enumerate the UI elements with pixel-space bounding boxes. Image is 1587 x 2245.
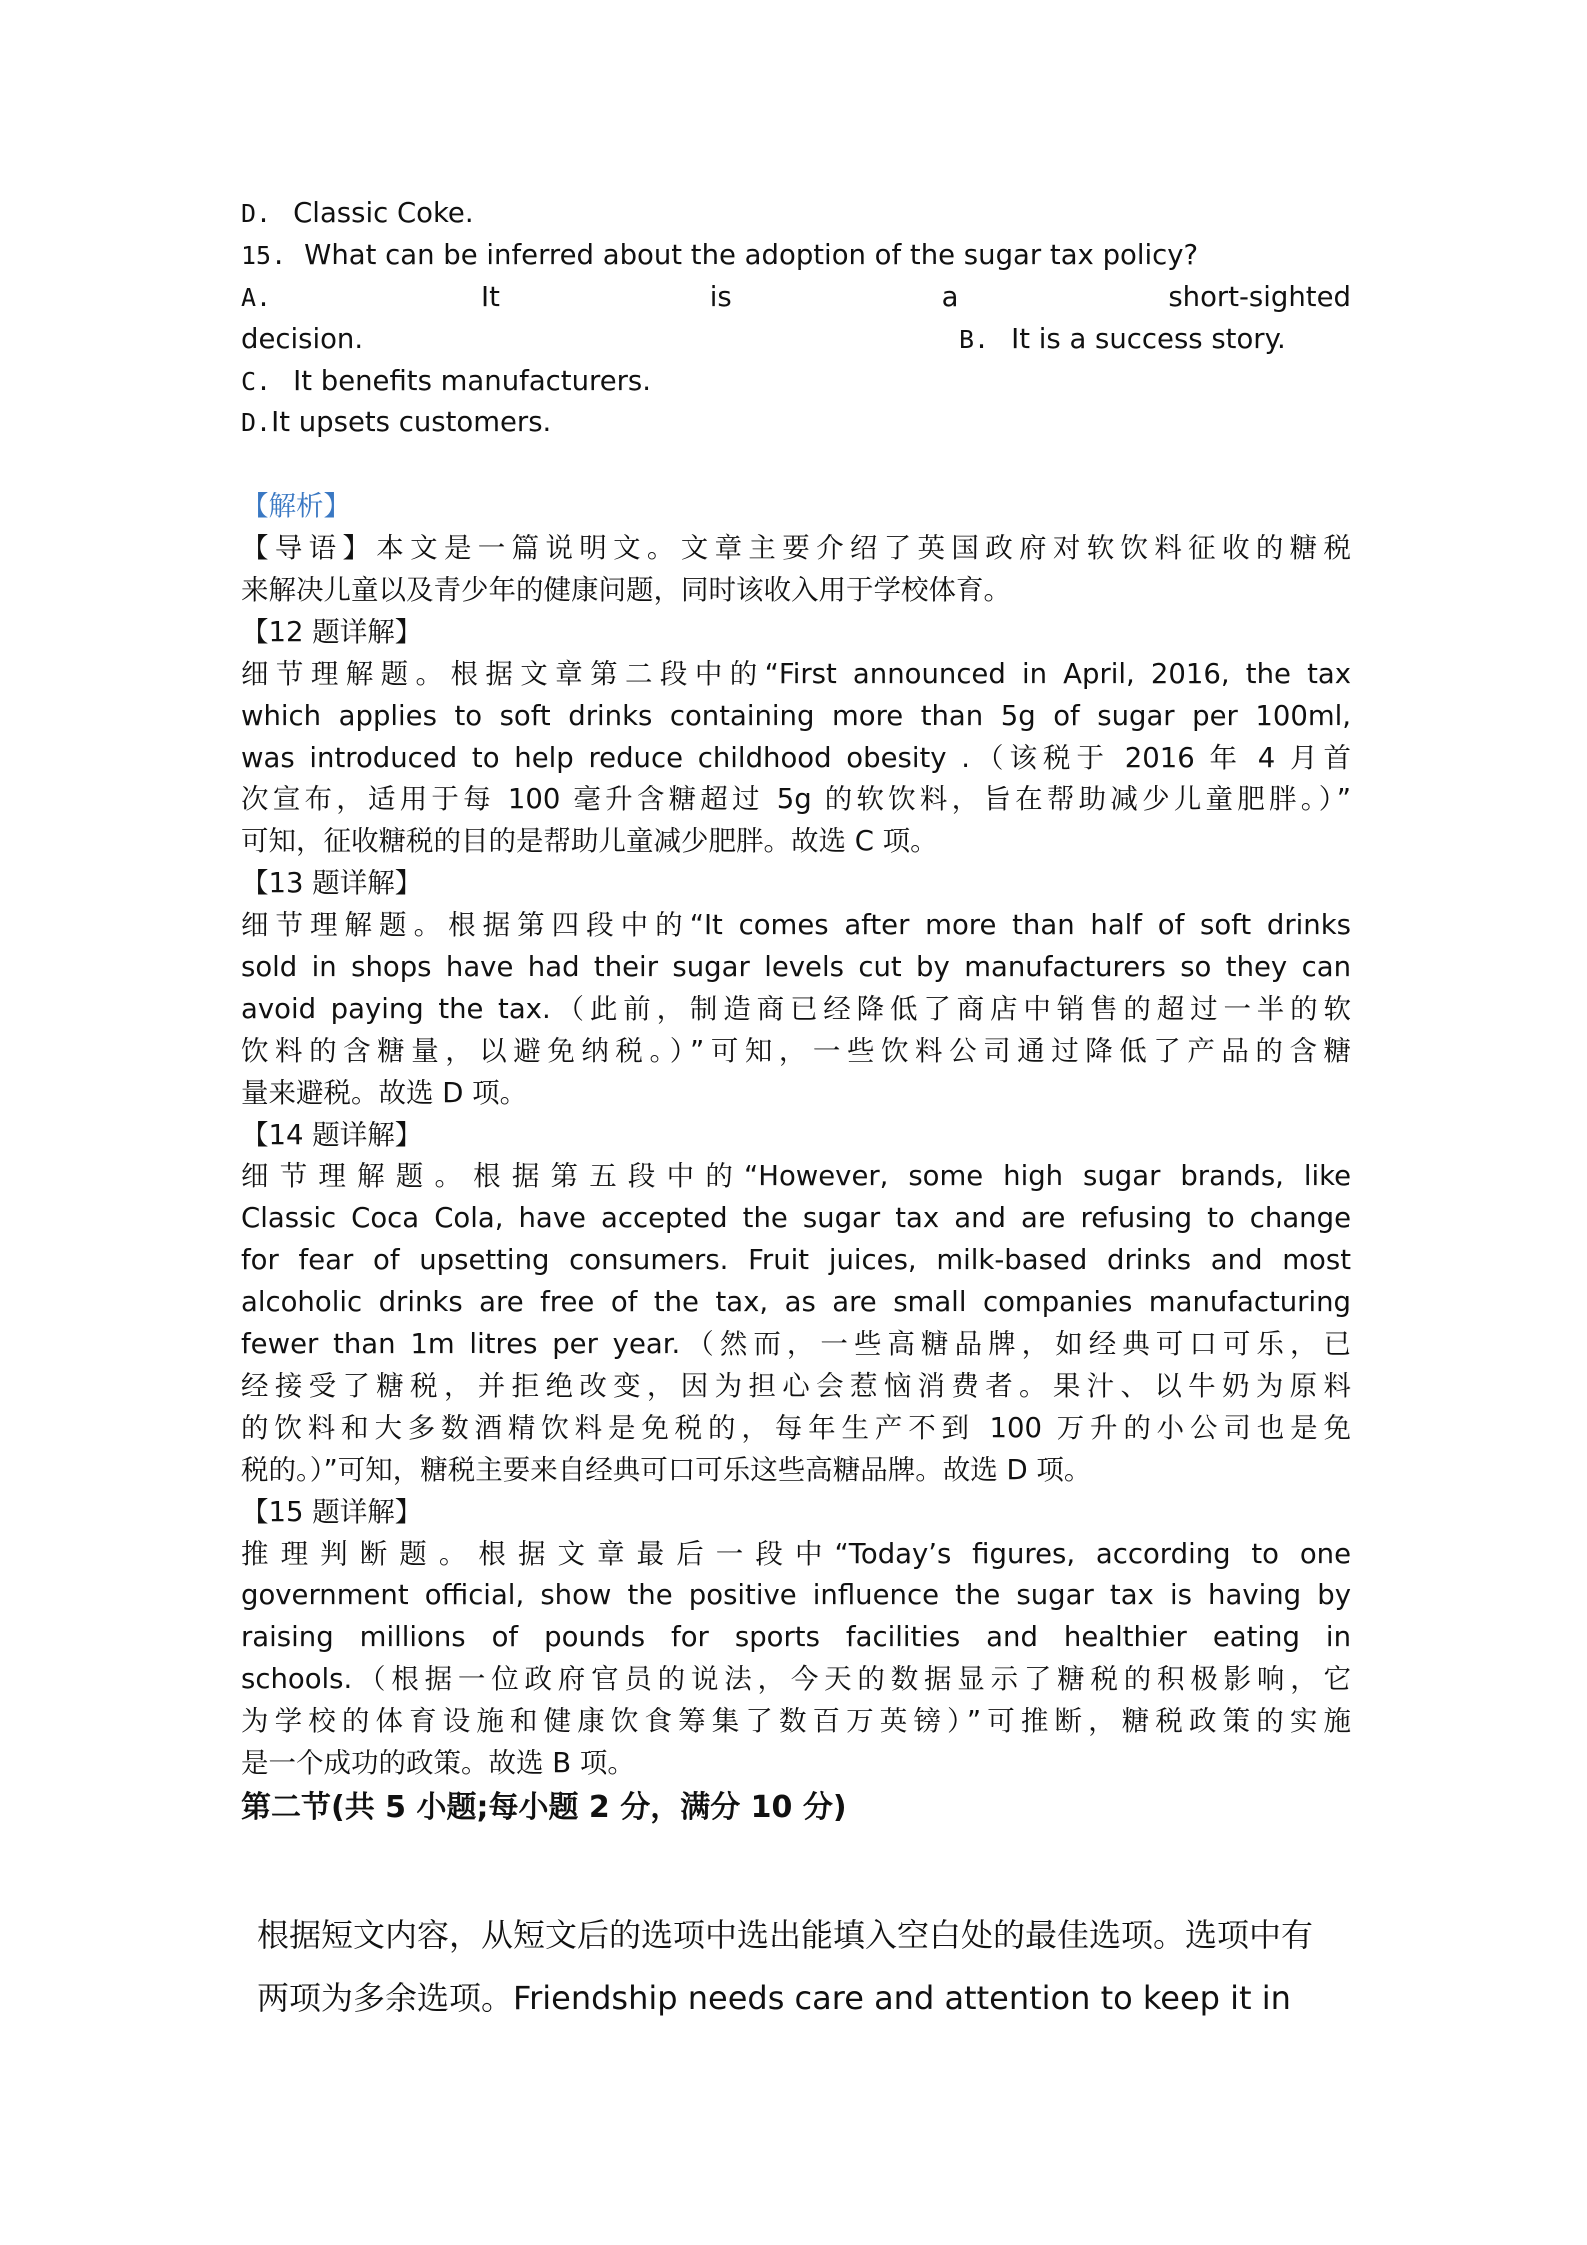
section-2-instruction-line-1: 根据短文内容，从短文后的选项中选出能填入空白处的最佳选项。选项中有 (257, 1916, 1314, 1954)
q15-option-d-label: D. (241, 408, 272, 438)
section-2-instruction-line-2: 两项为多余选项。Friendship needs care and attention to keep it in (257, 1979, 1291, 2017)
detail-13-line: 量来避税。故选 D 项。 (241, 1076, 528, 1109)
detail-12-line: was introduced to help reduce childhood obesity .（该税于 2016 年 4 月首 (241, 741, 1351, 774)
q15-number: 15. (241, 240, 287, 270)
q15-option-a-line1 (241, 277, 1351, 319)
q15-option-d-text: It upsets customers. (271, 406, 552, 439)
q15-option-d (241, 402, 1351, 444)
analysis-line (241, 486, 1351, 528)
detail-14-line: for fear of upsetting consumers. Fruit juices, milk-based drinks and most (241, 1244, 1351, 1277)
q14-option-d (241, 193, 1351, 235)
detail-14-line: 细节理解题。根据第五段中的“However, some high sugar brands, like (241, 1160, 1351, 1193)
q15-option-a-word5: decision. (241, 322, 364, 355)
detail-12-line: 可知，征收糖税的目的是帮助儿童减少肥胖。故选 C 项。 (241, 825, 938, 858)
q14-option-d-text: Classic Coke. (293, 197, 474, 229)
q15-stem-text: What can be inferred about the adoption of the sugar tax policy? (304, 238, 1199, 271)
analysis-label: 【解析】 (241, 490, 351, 523)
detail-15-line: 是一个成功的政策。故选 B 项。 (241, 1746, 635, 1779)
q15-option-a-word4: short-sighted (1168, 280, 1351, 313)
detail-13-line: sold in shops have had their sugar levels cut by manufacturers so they can (241, 951, 1351, 984)
detail-13-line: 饮料的含糖量，以避免纳税。）”可知，一些饮料公司通过降低了产品的含糖 (241, 1034, 1351, 1067)
q15-option-a-b-line (241, 319, 1351, 361)
guide-line-1: 【导语】本文是一篇说明文。文章主要介绍了英国政府对软饮料征收的糖税 (241, 532, 1351, 565)
detail-12-heading: 【12 题详解】 (241, 615, 423, 648)
document-page (241, 193, 1351, 1829)
q15-option-a-label: A. (241, 282, 272, 312)
q15-option-c (241, 361, 1351, 403)
detail-15-line: government official, show the positive influence the sugar tax is having by (241, 1579, 1351, 1612)
detail-12-line: which applies to soft drinks containing more than 5g of sugar per 100ml, (241, 699, 1351, 732)
guide-line-2: 来解决儿童以及青少年的健康问题，同时该收入用于学校体育。 (241, 574, 1011, 607)
q15-option-b-label: B. (959, 324, 990, 354)
detail-14-line: 的饮料和大多数酒精饮料是免税的，每年生产不到 100 万升的小公司也是免 (241, 1411, 1351, 1444)
detail-14-line: 经接受了糖税，并拒绝改变，因为担心会惹恼消费者。果汁、以牛奶为原料 (241, 1369, 1351, 1402)
detail-13-line: 细节理解题。根据第四段中的“It comes after more than half of soft drinks (241, 909, 1351, 942)
detail-15-line: raising millions of pounds for sports facilities and healthier eating in (241, 1621, 1351, 1654)
answer-line (241, 444, 1351, 486)
q15-option-a-word2: is (709, 280, 732, 313)
q15-option-a-word3: a (941, 280, 959, 313)
detail-13-heading: 【13 题详解】 (241, 867, 423, 900)
detail-14-heading: 【14 题详解】 (241, 1118, 423, 1151)
detail-15-line: 推理判断题。根据文章最后一段中“Today’s figures, according to one (241, 1537, 1351, 1570)
detail-12-line: 细节理解题。根据文章第二段中的“First announced in April, 2016, the tax (241, 657, 1351, 690)
q15-option-c-label: C. (241, 366, 272, 396)
q14-option-d-label: D. (241, 199, 272, 228)
section-2-title: 第二节(共 5 小题;每小题 2 分，满分 10 分) (241, 1789, 847, 1825)
q15-option-b-text: It is a success story. (1011, 322, 1286, 355)
detail-13-line: avoid paying the tax.（此前，制造商已经降低了商店中销售的超过一半的软 (241, 992, 1351, 1025)
detail-15-line: 为学校的体育设施和健康饮食筹集了数百万英镑）”可推断，糖税政策的实施 (241, 1705, 1351, 1738)
detail-14-line: alcoholic drinks are free of the tax, as are small companies manufacturing (241, 1286, 1351, 1319)
detail-14-line: 税的。）”可知，糖税主要来自经典可口可乐这些高糖品牌。故选 D 项。 (241, 1453, 1092, 1486)
detail-14-line: Classic Coca Cola, have accepted the sugar tax and are refusing to change (241, 1202, 1351, 1235)
detail-14-line: fewer than 1m litres per year.（然而，一些高糖品牌，如经典可口可乐，已 (241, 1328, 1351, 1361)
detail-15-heading: 【15 题详解】 (241, 1495, 423, 1528)
q15-option-a-word1: It (480, 280, 500, 313)
q15-option-c-text: It benefits manufacturers. (293, 364, 651, 397)
detail-15-line: schools.（根据一位政府官员的说法，今天的数据显示了糖税的积极影响，它 (241, 1663, 1351, 1696)
detail-12-line: 次宣布，适用于每 100 毫升含糖超过 5g 的软饮料，旨在帮助减少儿童肥胖。）” (241, 783, 1351, 816)
q15-stem (241, 235, 1351, 277)
